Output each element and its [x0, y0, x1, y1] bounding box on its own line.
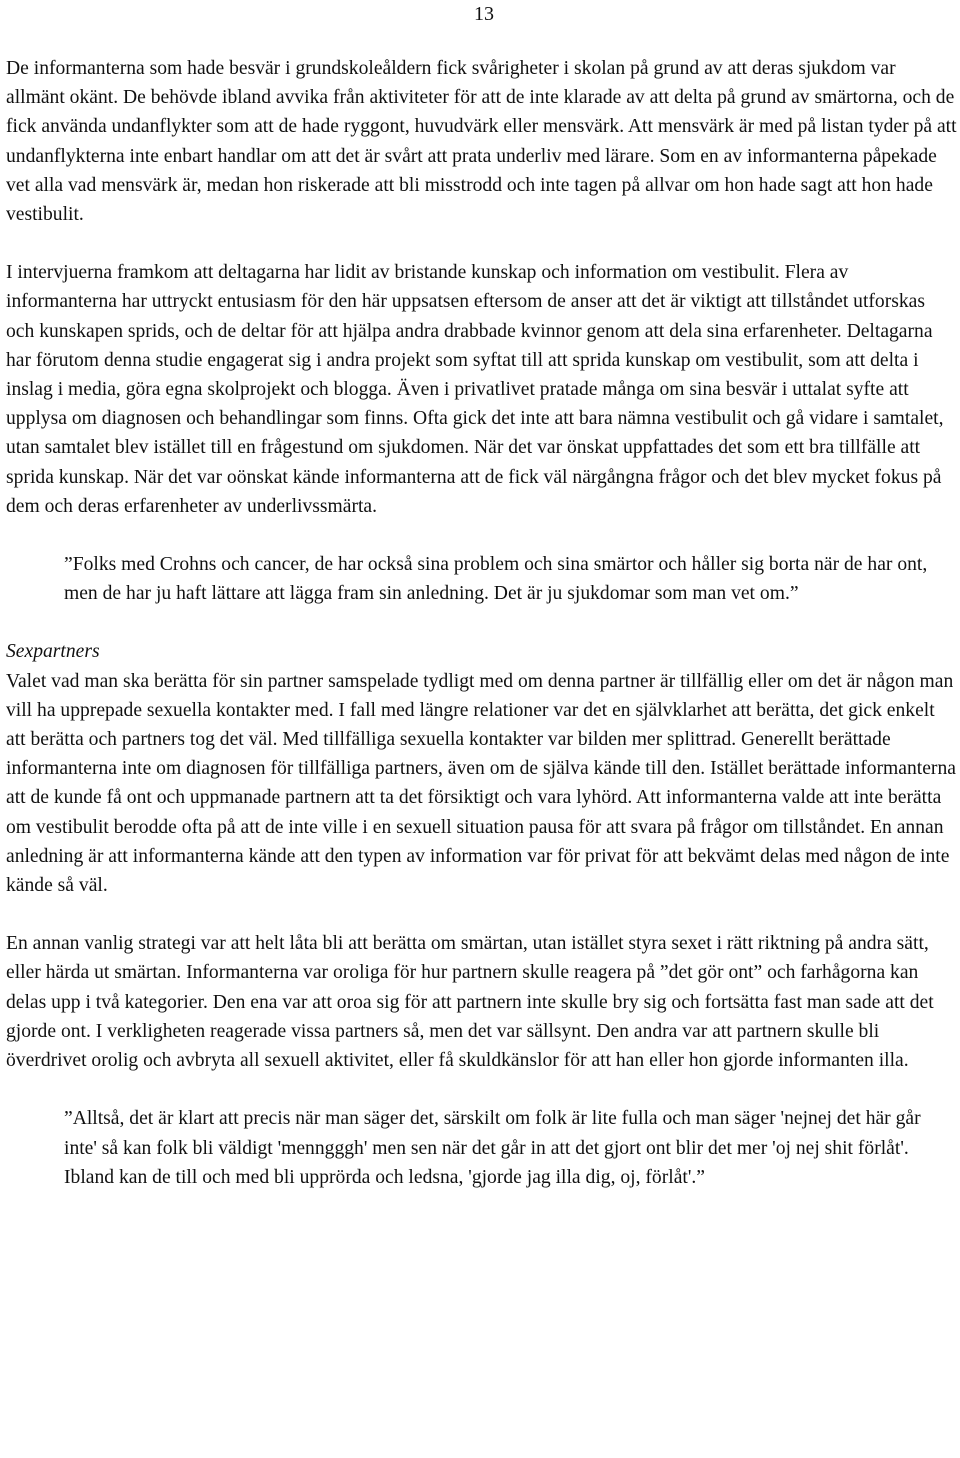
paragraph-strategy: En annan vanlig strategi var att helt låta bli att berätta om smärtan, utan istället styra sexet i rätt riktning på andra sätt, eller härda ut smärtan. Informanterna var oroliga för hur partnern skulle reagera på ”det gör ont” och farhågorna kan delas upp i två kategorier. Den ena var att oroa sig för att partnern inte skulle bry sig och fortsätta fast man sade att det gjorde ont. I verkligheten reagerade vissa partners så, men det var sällsynt. Den andra var att partnern skulle bli överdrivet orolig och avbryta all sexuell aktivitet, eller få skuldkänslor för att han eller hon gjorde informanten illa. — [6, 933, 934, 1072]
section-heading-sexpartners: Sexpartners — [6, 641, 100, 663]
paragraph-partners: Valet vad man ska berätta för sin partner samspelade tydligt med om denna partner är tillfällig eller om det är någon man vill ha upprepade sexuella kontakter med. I fall med längre relationer var det en självklarhet att berätta, det gick enkelt att berätta och partners tog det väl. Med tillfälliga sexuella kontakter var bilden mer splittrad. Generellt berättade informanterna inte om diagnosen för tillfälliga partners, även om de själva kände till den. Istället berättade informanterna att de kunde få ont och uppmanade partnern att ta det försiktigt och vara lyhörd. Att informanterna valde att inte berätta om vestibulit berodde ofta på att de inte ville i en sexuell situation pausa för att svara på frågor om tillståndet. En annan anledning är att informanterna kände att den typen av information var för privat för att bekvämt delas med någon de inte kände så väl. — [6, 670, 956, 897]
quote-reactions: ”Alltså, det är klart att precis när man säger det, särskilt om folk är lite fulla och man säger 'nejnej det här går inte' så kan folk bli väldigt 'menngggh' men sen när det går in att det gjort ont blir det mer 'oj nej shit förlåt'. Ibland kan de till och med bli upprörda och ledsna, 'gjorde jag illa dig, oj, förlåt'.” — [64, 1108, 921, 1188]
document-body — [6, 54, 957, 1192]
page-number: 13 — [474, 3, 494, 25]
paragraph-school: De informanterna som hade besvär i grundskoleåldern fick svårigheter i skolan på grund av att deras sjukdom var allmänt okänt. De behövde ibland avvika från aktiviteter för att de inte klarade av att delta på grund av smärtorna, och de fick använda undanflykter som att de hade ryggont, huvudvärk eller mensvärk. Att mensvärk är med på listan tyder på att undanflykterna inte enbart handlar om att det är svårt att prata underliv med lärare. Som en av informanterna påpekade vet alla vad mensvärk är, medan hon riskerade att bli misstrodd och inte tagen på allvar om hon hade sagt att hon hade vestibulit. — [6, 58, 957, 226]
paragraph-knowledge: I intervjuerna framkom att deltagarna har lidit av bristande kunskap och information om vestibulit. Flera av informanterna har uttryckt entusiasm för den här uppsatsen eftersom de anser att det är viktigt att tillståndet utforskas och kunskapen sprids, och de deltar för att hjälpa andra drabbade kvinnor genom att dela sina erfarenheter. Deltagarna har förutom denna studie engagerat sig i andra projekt som syftat till att sprida kunskap om vestibulit, som att delta i inslag i media, göra egna skolprojekt och blogga. Även i privatlivet pratade många om sina besvär i uttalat syfte att upplysa om diagnosen och behandlingar som finns. Ofta gick det inte att bara nämna vestibulit och gå vidare i samtalet, utan samtalet blev istället till en frågestund om sjukdomen. När det var önskat uppfattades det som ett bra tillfälle att sprida kunskap. När det var oönskat kände informanterna att de fick väl närgångna frågor och det blev mycket fokus på dem och deras erfarenheter av underlivssmärta. — [6, 262, 944, 517]
quote-crohns: ”Folks med Crohns och cancer, de har också sina problem och sina smärtor och håller sig borta när de har ont, men de har ju haft lättare att lägga fram sin anledning. Det är ju sjukdomar som man vet om.” — [64, 554, 928, 605]
